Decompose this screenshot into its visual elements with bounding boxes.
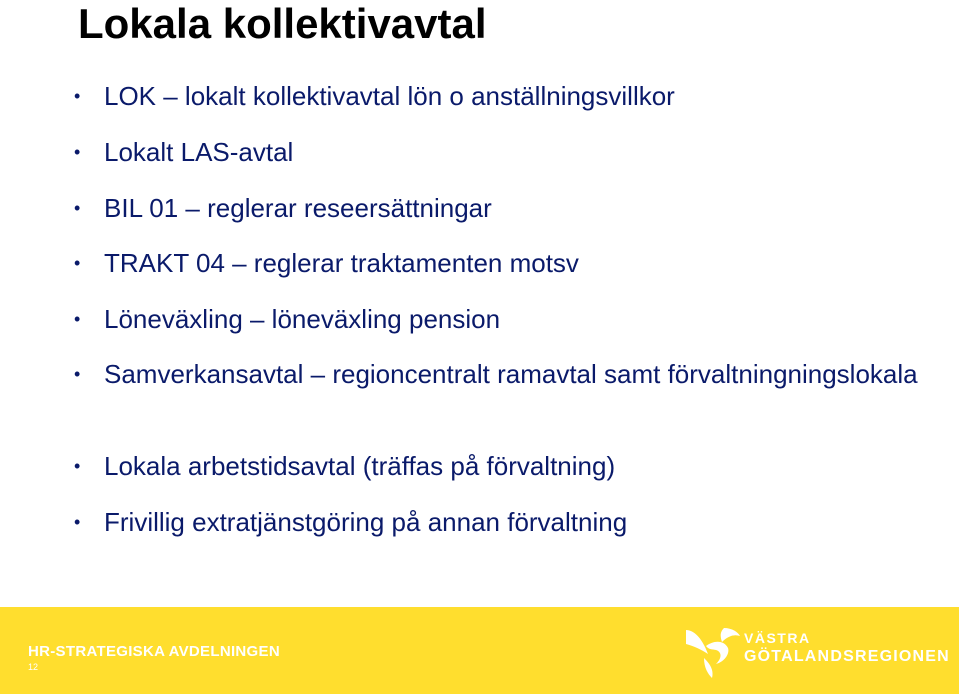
bullet-icon: • [74, 456, 81, 476]
list-item-text: Lokala arbetstidsavtal (träffas på förvaltning) [104, 451, 616, 481]
list-item-text: BIL 01 – reglerar reseersättningar [104, 193, 492, 223]
list-item-text: TRAKT 04 – reglerar traktamenten motsv [104, 248, 579, 278]
list-item [74, 137, 934, 168]
footer-department: HR-STRATEGISKA AVDELNINGEN [28, 643, 280, 660]
logo-text-line2: GÖTALANDSREGIONEN [744, 648, 950, 665]
list-item [74, 193, 934, 224]
list-item [74, 248, 934, 279]
slide-title: Lokala kollektivavtal [78, 0, 487, 47]
list-item-text: LOK – lokalt kollektivavtal lön o anställningsvillkor [104, 81, 675, 111]
list-item [74, 81, 934, 112]
list-item [74, 507, 934, 538]
bullet-icon: • [74, 512, 81, 532]
bullet-icon: • [74, 86, 81, 106]
list-item-text: Lokalt LAS-avtal [104, 137, 294, 167]
logo-text-line1: VÄSTRA [744, 630, 811, 646]
page-number: 12 [28, 662, 39, 672]
list-item [74, 359, 934, 390]
list-item-text: Löneväxling – löneväxling pension [104, 304, 501, 334]
list-item-text: Samverkansavtal – regioncentralt ramavtal samt förvaltningningslokala [104, 359, 918, 389]
list-item [74, 451, 934, 482]
bullet-icon: • [74, 198, 81, 218]
bullet-icon: • [74, 309, 81, 329]
list-item [74, 304, 934, 335]
bullet-icon: • [74, 142, 81, 162]
list-item-text: Frivillig extratjänstgöring på annan förvaltning [104, 507, 628, 537]
vgr-logo [684, 624, 950, 684]
vgr-logo-icon [684, 624, 742, 682]
bullet-icon: • [74, 364, 81, 384]
bullet-icon: • [74, 253, 81, 273]
